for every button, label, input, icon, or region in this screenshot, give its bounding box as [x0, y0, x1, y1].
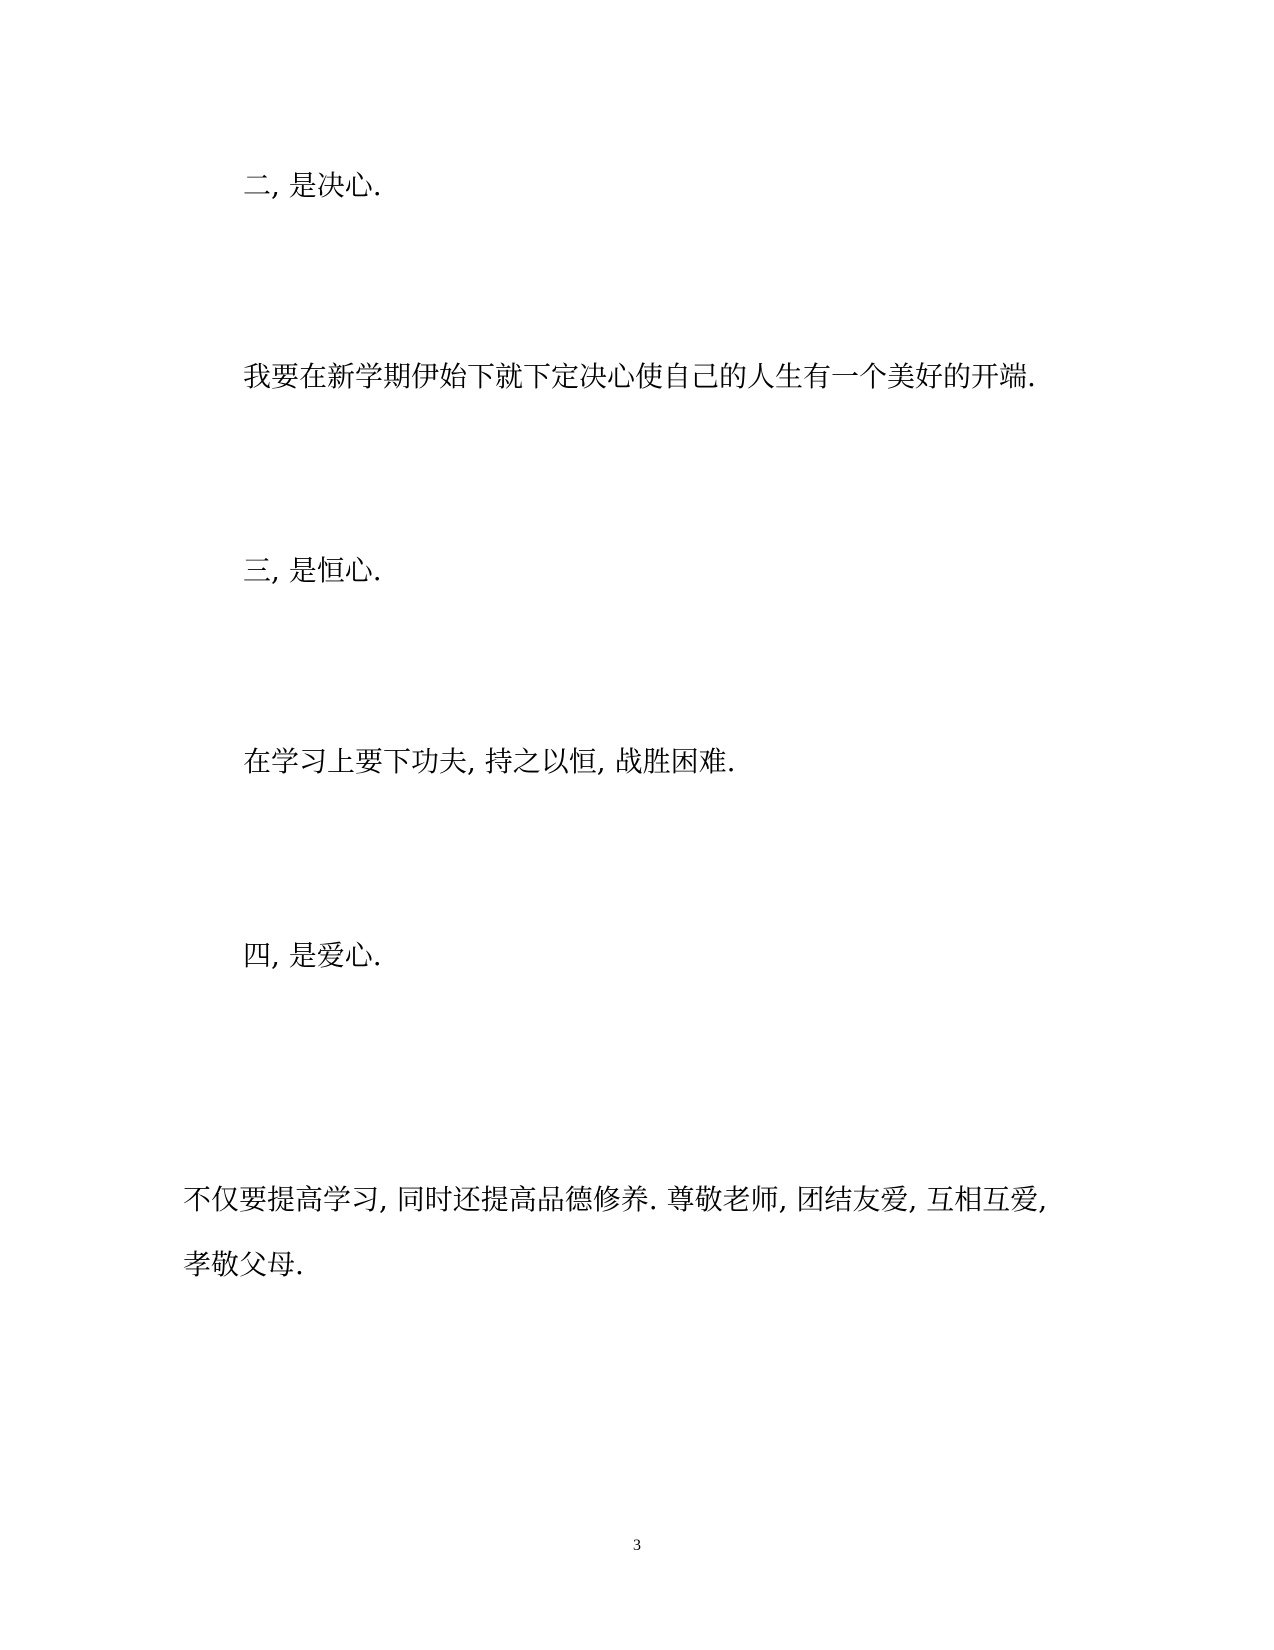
paragraph-text-love-line-2: 孝敬父母. — [183, 1248, 304, 1281]
paragraph-text-love-line-1: 不仅要提高学习, 同时还提高品德修养. 尊敬老师, 团结友爱, 互相互爱, — [183, 1183, 1048, 1216]
paragraph-text-determination: 我要在新学期伊始下就下定决心使自己的人生有一个美好的开端. — [243, 360, 1036, 393]
page-number: 3 — [633, 1537, 641, 1554]
paragraph-heading-3: 三, 是恒心. — [243, 554, 382, 587]
paragraph-text-perseverance: 在学习上要下功夫, 持之以恒, 战胜困难. — [243, 745, 736, 778]
paragraph-heading-2: 二, 是决心. — [243, 169, 382, 202]
paragraph-heading-4: 四, 是爱心. — [243, 939, 382, 972]
